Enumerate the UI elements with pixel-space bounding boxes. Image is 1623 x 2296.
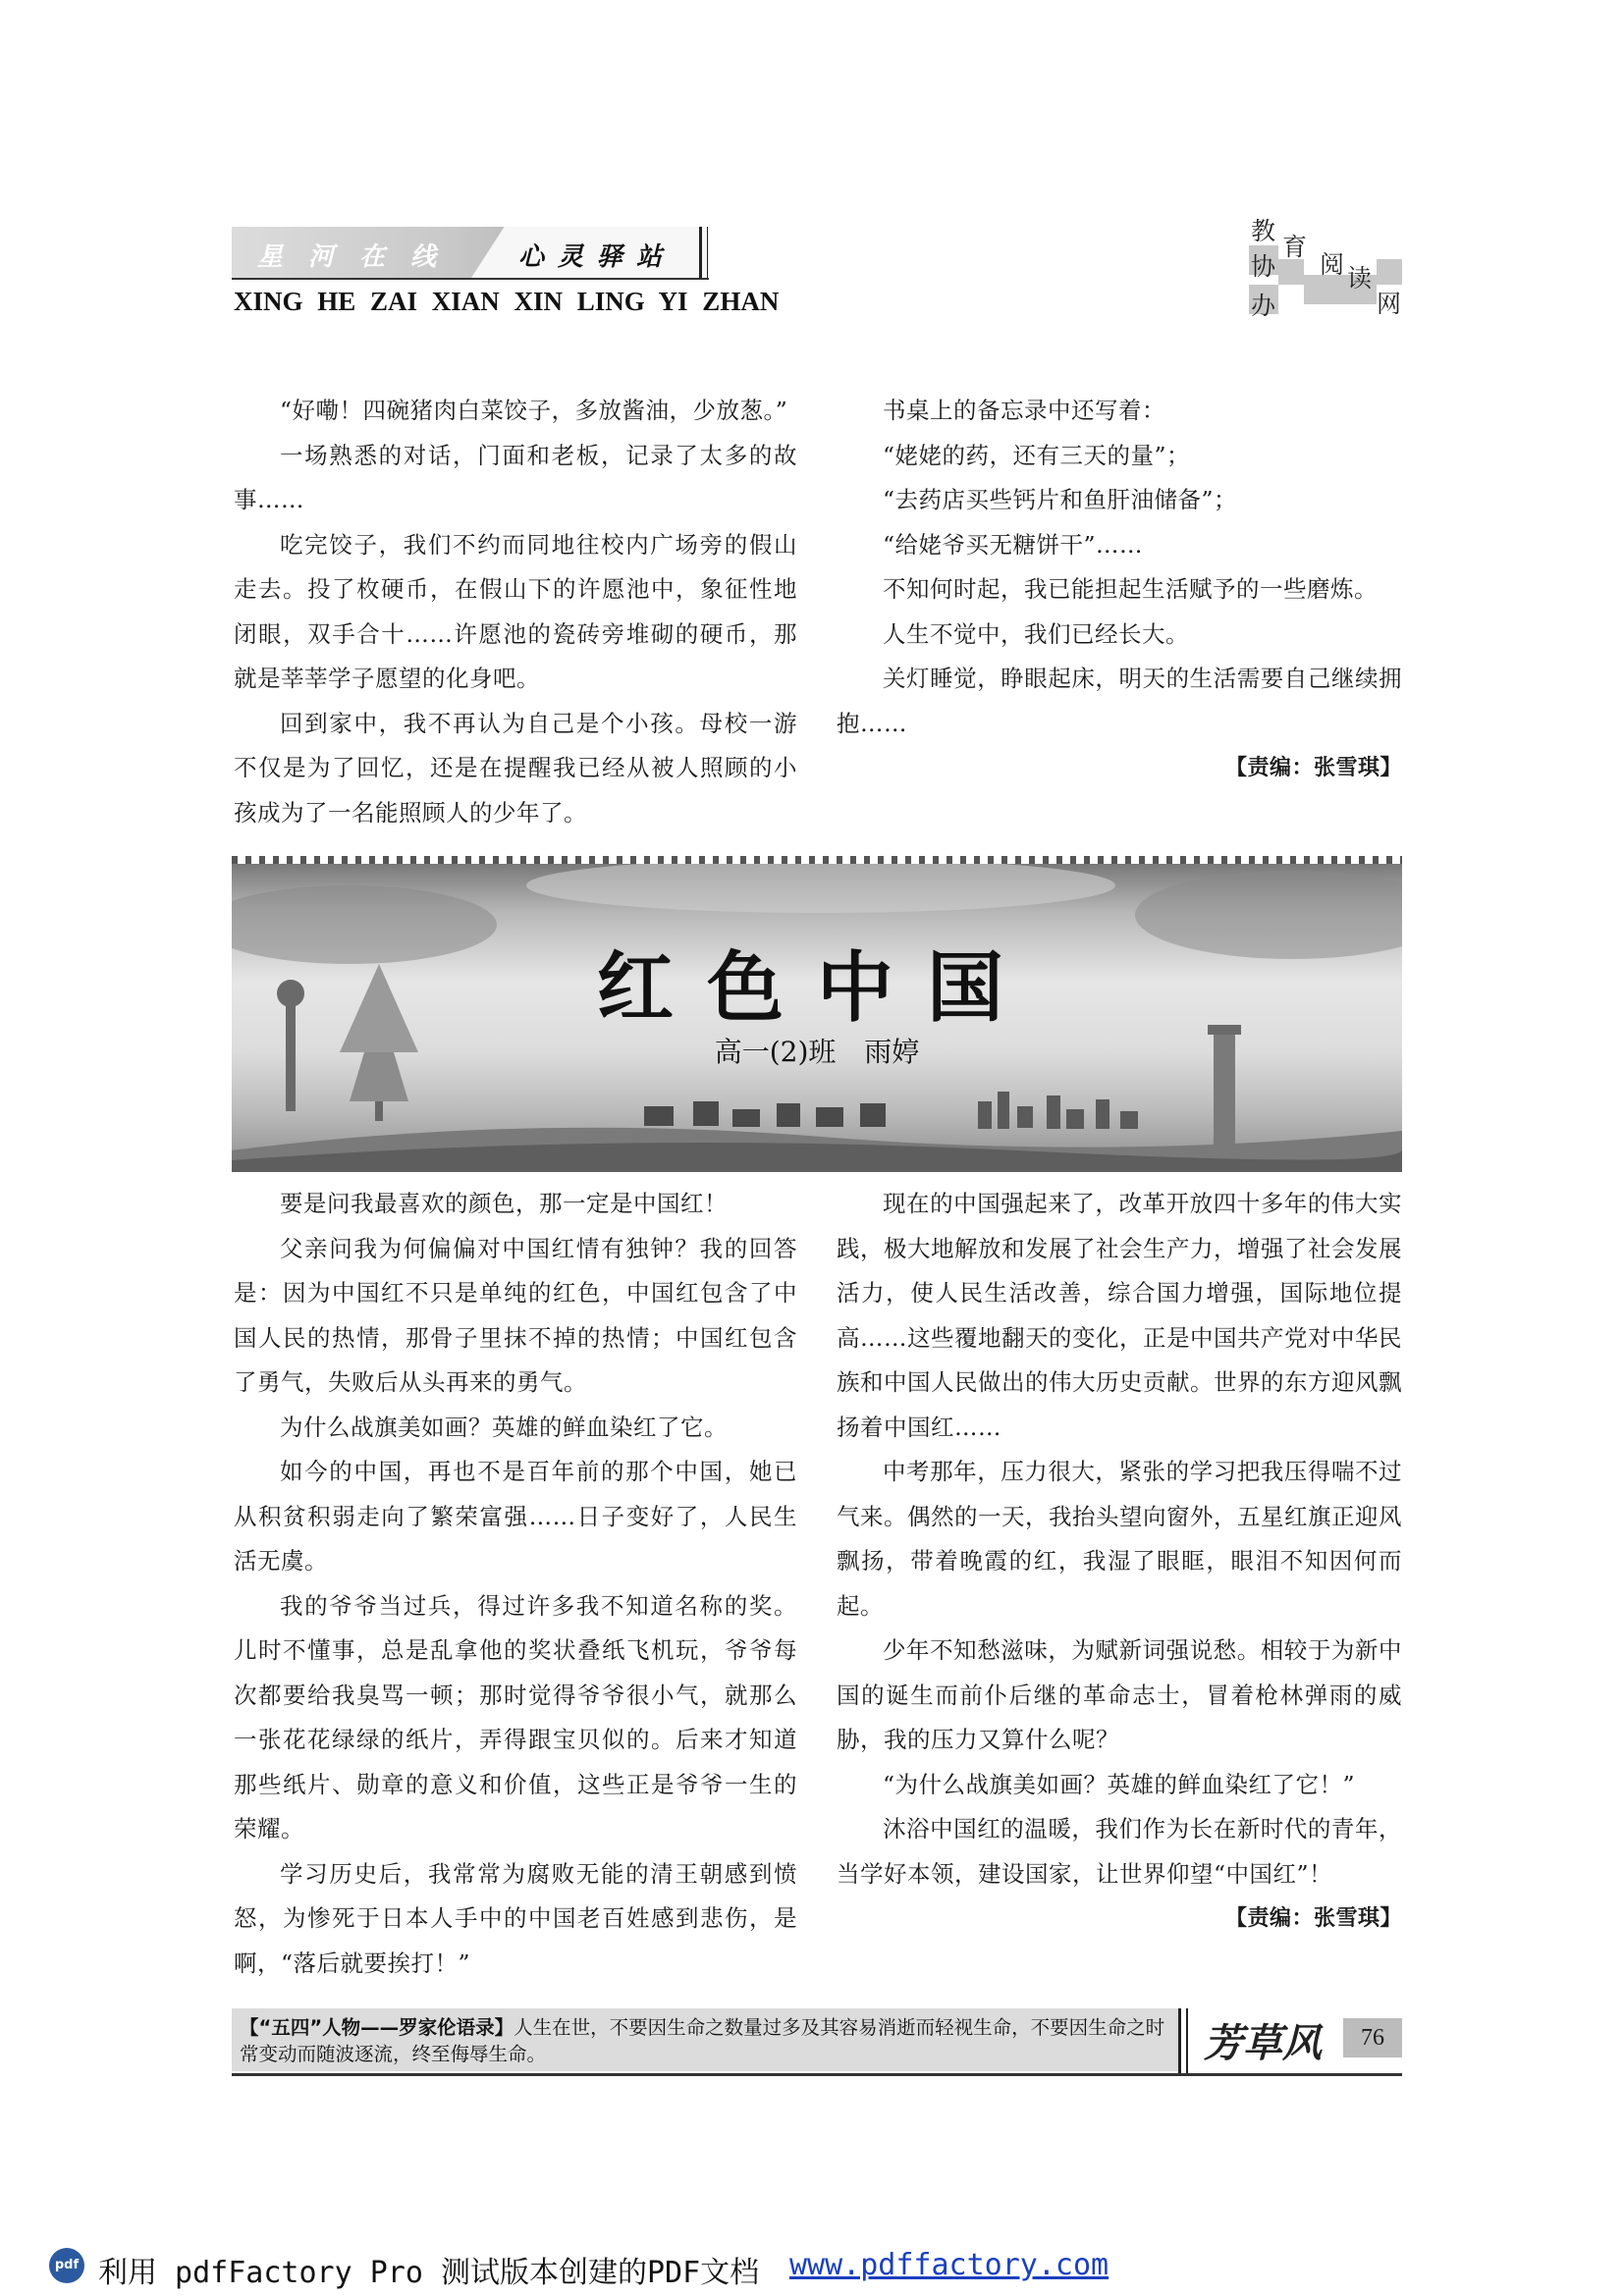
paragraph: 为什么战旗美如画？英雄的鲜血染红了它。 xyxy=(280,1413,728,1441)
paragraph: 关灯睡觉，睁眼起床，明天的生活需要自己继续拥抱…… xyxy=(837,665,1402,737)
footer-quote xyxy=(240,2014,1172,2067)
watermark-link[interactable]: www.pdffactory.com xyxy=(789,2248,1109,2282)
watermark-text: 利用 pdfFactory Pro 测试版本创建的PDF文档 xyxy=(98,2256,760,2290)
logo-char: 网 xyxy=(1377,290,1402,318)
footer-rule xyxy=(232,2073,1402,2076)
magazine-brand: 芳草风 xyxy=(1204,2020,1322,2066)
article-right-column xyxy=(837,1182,1402,1942)
paragraph: 人生不觉中，我们已经长大。 xyxy=(883,619,1189,648)
paragraph: 学习历史后，我常常为腐败无能的清王朝感到愤怒，为惨死于日本人手中的中国老百姓感到悲伤，是啊，“落后就要挨打！” xyxy=(234,1859,797,1977)
banner-border xyxy=(232,856,1402,864)
header-column-name: 心灵驿站 xyxy=(518,242,676,272)
header-divider xyxy=(707,227,708,278)
logo-char: 协 xyxy=(1251,252,1276,281)
paragraph: 中考那年，压力很大，紧张的学习把我压得喘不过气来。偶然的一天，我抬头望向窗外，五星红旗正迎风飘扬，带着晚霞的红，我湿了眼眶，眼泪不知因何而起。 xyxy=(837,1458,1402,1620)
page-number: 76 xyxy=(1343,2018,1402,2057)
logo-char: 办 xyxy=(1251,292,1276,320)
header-section-name: 星河在线 xyxy=(257,242,462,272)
paragraph: 一场熟悉的对话，门面和老板，记录了太多的故事…… xyxy=(234,441,797,513)
logo-char: 育 xyxy=(1282,233,1308,261)
paragraph: “去药店买些钙片和鱼肝油储备”； xyxy=(883,486,1238,513)
editor-credit: 【责编：张雪琪】 xyxy=(1224,1906,1402,1931)
paragraph: “姥姥的药，还有三天的量”； xyxy=(883,441,1191,469)
paragraph: “好嘞！四碗猪肉白菜饺子，多放酱油，少放葱。” xyxy=(280,397,788,424)
footer-divider xyxy=(1178,2008,1181,2073)
article-left-column xyxy=(234,1182,797,1986)
prev-article-left-column xyxy=(234,389,797,835)
article-title: 红色中国 xyxy=(596,943,1037,1033)
paragraph: “给姥爷买无糖饼干”…… xyxy=(883,530,1144,559)
site-logo xyxy=(1249,210,1406,320)
article-byline: 高一(2)班 雨婷 xyxy=(714,1036,920,1068)
paragraph: 少年不知愁滋味，为赋新词强说愁。相较于为新中国的诞生而前仆后继的革命志士，冒着枪林弹雨的威胁，我的压力又算什么呢？ xyxy=(837,1636,1402,1753)
prev-article-right-column xyxy=(837,389,1402,791)
pdf-icon: pdf xyxy=(49,2248,84,2283)
paragraph: 如今的中国，再也不是百年前的那个中国，她已从积贫积弱走向了繁荣富强……日子变好了，人民生活无虞。 xyxy=(234,1458,797,1575)
paragraph: 我的爷爷当过兵，得过许多我不知道名称的奖。儿时不懂事，总是乱拿他的奖状叠纸飞机玩，爷爷每次都要给我臭骂一顿；那时觉得爷爷很小气，就那么一张花花绿绿的纸片，弄得跟宝贝似的。后来才知道那些纸片、勋章的意义和价值，这些正是爷爷一生的荣耀。 xyxy=(234,1591,797,1842)
logo-char: 教 xyxy=(1251,217,1276,245)
paragraph: “为什么战旗美如画？英雄的鲜血染红了它！” xyxy=(883,1770,1356,1798)
paragraph: 现在的中国强起来了，改革开放四十多年的伟大实践，极大地解放和发展了社会生产力，增强了社会发展活力，使人民生活改善，综合国力增强，国际地位提高……这些覆地翻天的变化，正是中国共产党对中华民族和中国人民做出的伟大历史贡献。世界的东方迎风飘扬着中国红…… xyxy=(837,1190,1402,1441)
paragraph: 回到家中，我不再认为自己是个小孩。母校一游不仅是为了回忆，还是在提醒我已经从被人照顾的小孩成为了一名能照顾人的少年了。 xyxy=(234,709,797,827)
footer-quote-text: 人生在世，不要因生命之数量过多及其容易消逝而轻视生命，不要因生命之时常变动而随波逐流，终至侮辱生命。 xyxy=(240,2016,1165,2065)
footer-quote-label: 【“五四”人物——罗家伦语录】 xyxy=(240,2016,514,2039)
header-divider xyxy=(699,227,702,278)
header-pinyin: XING HE ZAI XIAN XIN LING YI ZHAN xyxy=(234,287,780,316)
footer-divider xyxy=(1186,2008,1188,2073)
editor-credit: 【责编：张雪琪】 xyxy=(1224,756,1402,780)
paragraph: 父亲问我为何偏偏对中国红情有独钟？我的回答是：因为中国红不只是单纯的红色，中国红包含了中国人民的热情，那骨子里抹不掉的热情；中国红包含了勇气，失败后从头再来的勇气。 xyxy=(234,1234,797,1396)
article-banner xyxy=(232,856,1402,1172)
paragraph: 要是问我最喜欢的颜色，那一定是中国红！ xyxy=(280,1190,728,1217)
paragraph: 沐浴中国红的温暖，我们作为长在新时代的青年，当学好本领，建设国家，让世界仰望“中国红”！ xyxy=(837,1815,1402,1888)
logo-char: 阅 xyxy=(1320,250,1345,279)
paragraph: 不知何时起，我已能担起生活赋予的一些磨炼。 xyxy=(883,575,1378,603)
logo-char: 读 xyxy=(1347,264,1373,293)
header-rule xyxy=(232,278,709,280)
paragraph: 吃完饺子，我们不约而同地往校内广场旁的假山走去。投了枚硬币，在假山下的许愿池中，象征性地闭眼，双手合十……许愿池的瓷砖旁堆砌的硬币，那就是莘莘学子愿望的化身吧。 xyxy=(234,530,797,692)
paragraph: 书桌上的备忘录中还写着： xyxy=(883,397,1165,424)
